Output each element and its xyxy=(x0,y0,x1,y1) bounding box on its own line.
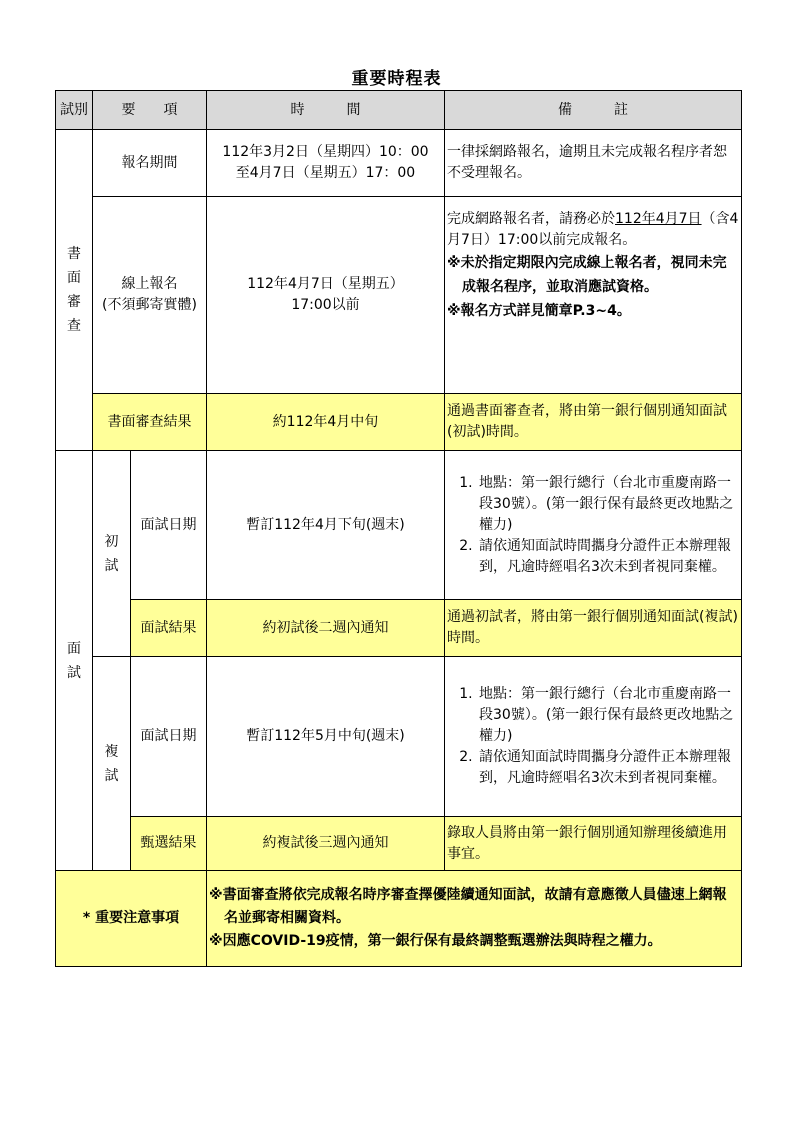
deadline-date: 112年4月7日 xyxy=(615,211,702,227)
second-date-note xyxy=(445,657,742,817)
online-reg-note-p3: ※報名方式詳見簡章P.3~4。 xyxy=(447,303,631,319)
first-result-time: 約初試後二週內通知 xyxy=(207,600,445,657)
second-date-note-list xyxy=(447,684,739,789)
reg-period-time-line1: 112年3月2日（星期四）10：00 xyxy=(222,144,429,160)
group-interview-text: 面試 xyxy=(67,640,81,681)
group-written-text: 書面審查 xyxy=(67,246,81,334)
reg-period-note: 一律採網路報名，逾期且未完成報名程序者恕不受理報名。 xyxy=(445,130,742,197)
second-result-time: 約複試後三週內通知 xyxy=(207,817,445,871)
table-row xyxy=(56,197,742,394)
list-item: 2. 請依通知面試時間攜身分證件正本辦理報到，凡逾時經唱名3次未到者視同棄權。 xyxy=(477,747,739,789)
important-label: * 重要注意事項 xyxy=(56,871,207,967)
first-result-item: 面試結果 xyxy=(131,600,207,657)
online-reg-note-p1 xyxy=(447,209,739,251)
header-type: 試別 xyxy=(56,91,93,130)
online-reg-item-line1: 線上報名 xyxy=(121,276,178,292)
online-reg-item xyxy=(93,197,207,394)
online-reg-time-line1: 112年4月7日（星期五） xyxy=(247,276,404,292)
important-notes xyxy=(207,871,742,967)
table-row xyxy=(56,871,742,967)
note-text: 完成網路報名者，請務必於 xyxy=(447,211,615,227)
first-date-note-list xyxy=(447,473,739,578)
important-note-2: ※因應COVID-19疫情，第一銀行保有最終調整甄選辦法與時程之權力。 xyxy=(209,933,662,949)
header-note: 備 註 xyxy=(445,91,742,130)
written-result-item: 書面審查結果 xyxy=(93,394,207,451)
group-written-label xyxy=(56,130,93,451)
table-row xyxy=(56,130,742,197)
written-result-note: 通過書面審查者，將由第一銀行個別通知面試(初試)時間。 xyxy=(445,394,742,451)
table-row xyxy=(56,451,742,600)
schedule-table xyxy=(55,90,742,967)
online-reg-time-line2: 17:00以前 xyxy=(291,297,360,313)
reg-period-time-line2: 至4月7日（星期五）17：00 xyxy=(235,165,416,181)
reg-period-item: 報名期間 xyxy=(93,130,207,197)
second-date-item: 面試日期 xyxy=(131,657,207,817)
first-date-item: 面試日期 xyxy=(131,451,207,600)
note-text: （含4月7日）17:00以前完成報名。 xyxy=(447,211,739,248)
first-date-time: 暫訂112年4月下旬(週末) xyxy=(207,451,445,600)
online-reg-note-p2: ※未於指定期限內完成線上報名者，視同未完成報名程序，並取消應試資格。 xyxy=(447,255,727,295)
second-result-item: 甄選結果 xyxy=(131,817,207,871)
first-result-note: 通過初試者，將由第一銀行個別通知面試(複試)時間。 xyxy=(445,600,742,657)
written-result-time: 約112年4月中旬 xyxy=(207,394,445,451)
header-row xyxy=(56,91,742,130)
table-row xyxy=(56,394,742,451)
first-date-note xyxy=(445,451,742,600)
table-row xyxy=(56,817,742,871)
second-result-note: 錄取人員將由第一銀行個別通知辦理後續進用事宜。 xyxy=(445,817,742,871)
list-item: 1. 地點：第一銀行總行（台北市重慶南路一段30號）。(第一銀行保有最終更改地點之權力) xyxy=(477,684,739,747)
first-interview-text: 初試 xyxy=(104,533,119,574)
page-title: 重要時程表 xyxy=(351,69,442,89)
online-reg-note xyxy=(445,197,742,394)
reg-period-time xyxy=(207,130,445,197)
table-row xyxy=(56,600,742,657)
second-date-time: 暫訂112年5月中旬(週末) xyxy=(207,657,445,817)
list-item: 1. 地點：第一銀行總行（台北市重慶南路一段30號）。(第一銀行保有最終更改地點之權力) xyxy=(477,473,739,536)
list-item: 2. 請依通知面試時間攜身分證件正本辦理報到，凡逾時經唱名3次未到者視同棄權。 xyxy=(477,536,739,578)
second-interview-label xyxy=(93,657,131,871)
header-item: 要 項 xyxy=(93,91,207,130)
first-interview-label xyxy=(93,451,131,657)
table-row xyxy=(56,657,742,817)
important-note-1: ※書面審查將依完成報名時序審查擇優陸續通知面試，故請有意應徵人員儘速上網報名並郵寄相關資料。 xyxy=(209,887,727,926)
online-reg-time xyxy=(207,197,445,394)
second-interview-text: 複試 xyxy=(104,743,119,784)
online-reg-item-line2: (不須郵寄實體) xyxy=(102,297,197,313)
header-time: 時 間 xyxy=(207,91,445,130)
group-interview-label xyxy=(56,451,93,871)
